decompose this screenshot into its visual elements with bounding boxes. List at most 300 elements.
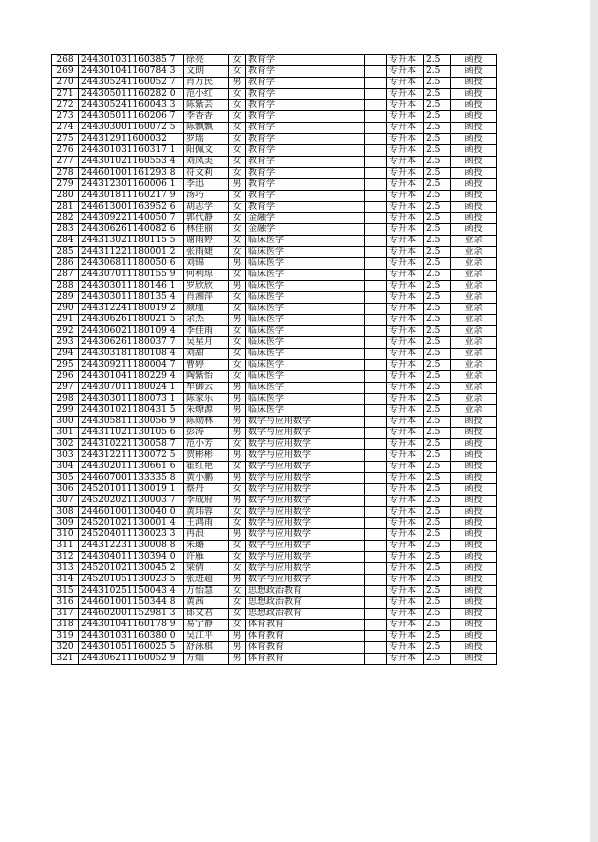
major-cell: 金融学 (246, 213, 365, 224)
level-cell: 专升本 (387, 55, 424, 66)
row-number-cell: 270 (52, 77, 79, 88)
duration-cell: 2.5 (424, 653, 451, 664)
level-cell: 专升本 (387, 348, 424, 359)
gender-cell: 女 (229, 66, 246, 77)
student-name-cell: 刘凤美 (184, 156, 229, 167)
study-mode-cell: 函授 (451, 653, 497, 664)
duration-cell: 2.5 (424, 100, 451, 111)
major-cell: 金融学 (246, 224, 365, 235)
student-name-cell: 陈勋林 (184, 416, 229, 427)
blank-cell (365, 484, 387, 495)
exam-number-cell: 244309221140050 7 (79, 213, 184, 224)
student-name-cell: 文朗 (184, 66, 229, 77)
student-name-cell: 万怡慧 (184, 585, 229, 596)
level-cell: 专升本 (387, 303, 424, 314)
row-number-cell: 282 (52, 213, 79, 224)
exam-number-cell: 245201011130019 1 (79, 484, 184, 495)
table-row (52, 292, 497, 303)
duration-cell: 2.5 (424, 495, 451, 506)
major-cell: 数学与应用数学 (246, 574, 365, 585)
student-name-cell: 李成府 (184, 495, 229, 506)
student-name-cell: 肖湘萍 (184, 292, 229, 303)
gender-cell: 男 (229, 77, 246, 88)
study-mode-cell: 函授 (451, 167, 497, 178)
major-cell: 数学与应用数学 (246, 540, 365, 551)
student-name-cell: 何利琼 (184, 269, 229, 280)
exam-number-cell: 244305241160052 7 (79, 77, 184, 88)
blank-cell (365, 156, 387, 167)
exam-number-cell: 244306211160052 9 (79, 653, 184, 664)
study-mode-cell: 函授 (451, 439, 497, 450)
major-cell: 临床医学 (246, 292, 365, 303)
student-name-cell: 梁倩 (184, 563, 229, 574)
gender-cell: 女 (229, 337, 246, 348)
table-row (52, 337, 497, 348)
study-mode-cell: 函授 (451, 574, 497, 585)
level-cell: 专升本 (387, 100, 424, 111)
gender-cell: 女 (229, 100, 246, 111)
exam-number-cell: 244306261140082 6 (79, 224, 184, 235)
row-number-cell: 283 (52, 224, 79, 235)
major-cell: 思想政治教育 (246, 608, 365, 619)
blank-cell (365, 167, 387, 178)
gender-cell: 女 (229, 552, 246, 563)
duration-cell: 2.5 (424, 134, 451, 145)
blank-cell (365, 472, 387, 483)
major-cell: 数学与应用数学 (246, 552, 365, 563)
blank-cell (365, 247, 387, 258)
major-cell: 教育学 (246, 167, 365, 178)
level-cell: 专升本 (387, 326, 424, 337)
table-row (52, 179, 497, 190)
level-cell: 专升本 (387, 653, 424, 664)
row-number-cell: 274 (52, 122, 79, 133)
duration-cell: 2.5 (424, 585, 451, 596)
duration-cell: 2.5 (424, 179, 451, 190)
duration-cell: 2.5 (424, 348, 451, 359)
student-name-cell: 李香香 (184, 111, 229, 122)
gender-cell: 女 (229, 518, 246, 529)
level-cell: 专升本 (387, 382, 424, 393)
level-cell: 专升本 (387, 292, 424, 303)
major-cell: 临床医学 (246, 360, 365, 371)
row-number-cell: 312 (52, 552, 79, 563)
major-cell: 体育教育 (246, 653, 365, 664)
exam-number-cell: 244312241180019 2 (79, 303, 184, 314)
level-cell: 专升本 (387, 631, 424, 642)
row-number-cell: 286 (52, 258, 79, 269)
study-mode-cell: 业余 (451, 235, 497, 246)
gender-cell: 男 (229, 574, 246, 585)
blank-cell (365, 642, 387, 653)
level-cell: 专升本 (387, 258, 424, 269)
table-row (52, 269, 497, 280)
study-mode-cell: 业余 (451, 348, 497, 359)
blank-cell (365, 495, 387, 506)
study-mode-cell: 业余 (451, 303, 497, 314)
duration-cell: 2.5 (424, 292, 451, 303)
study-mode-cell: 函授 (451, 597, 497, 608)
gender-cell: 男 (229, 416, 246, 427)
study-mode-cell: 函授 (451, 608, 497, 619)
major-cell: 数学与应用数学 (246, 518, 365, 529)
gender-cell: 女 (229, 269, 246, 280)
blank-cell (365, 235, 387, 246)
study-mode-cell: 函授 (451, 540, 497, 551)
study-mode-cell: 函授 (451, 472, 497, 483)
student-name-cell: 余杰 (184, 314, 229, 325)
table-row (52, 360, 497, 371)
exam-number-cell: 244601001161293 8 (79, 167, 184, 178)
row-number-cell: 268 (52, 55, 79, 66)
row-number-cell: 279 (52, 179, 79, 190)
table-row (52, 552, 497, 563)
exam-number-cell: 244312231130008 8 (79, 540, 184, 551)
student-name-cell: 郭代静 (184, 213, 229, 224)
row-number-cell: 291 (52, 314, 79, 325)
exam-number-cell: 244301021180431 5 (79, 405, 184, 416)
study-mode-cell: 函授 (451, 201, 497, 212)
level-cell: 专升本 (387, 495, 424, 506)
exam-number-cell: 244305011160206 7 (79, 111, 184, 122)
student-name-cell: 林佳丽 (184, 224, 229, 235)
row-number-cell: 319 (52, 631, 79, 642)
study-mode-cell: 函授 (451, 585, 497, 596)
exam-number-cell: 244306021180109 4 (79, 326, 184, 337)
level-cell: 专升本 (387, 518, 424, 529)
study-mode-cell: 业余 (451, 371, 497, 382)
student-name-cell: 汤巧 (184, 190, 229, 201)
row-number-cell: 275 (52, 134, 79, 145)
exam-number-cell: 244312301160006 1 (79, 179, 184, 190)
table-row (52, 156, 497, 167)
student-name-cell: 黄小鹏 (184, 472, 229, 483)
gender-cell: 女 (229, 213, 246, 224)
student-name-cell: 胡志学 (184, 201, 229, 212)
table-row (52, 439, 497, 450)
blank-cell (365, 450, 387, 461)
gender-cell: 女 (229, 167, 246, 178)
major-cell: 教育学 (246, 100, 365, 111)
study-mode-cell: 函授 (451, 179, 497, 190)
student-name-cell: 许雁 (184, 552, 229, 563)
level-cell: 专升本 (387, 337, 424, 348)
table-row (52, 66, 497, 77)
major-cell: 数学与应用数学 (246, 439, 365, 450)
level-cell: 专升本 (387, 213, 424, 224)
major-cell: 临床医学 (246, 258, 365, 269)
exam-number-cell: 244601001150344 8 (79, 597, 184, 608)
blank-cell (365, 145, 387, 156)
major-cell: 数学与应用数学 (246, 472, 365, 483)
study-mode-cell: 函授 (451, 495, 497, 506)
blank-cell (365, 111, 387, 122)
table-row (52, 190, 497, 201)
row-number-cell: 308 (52, 506, 79, 517)
blank-cell (365, 55, 387, 66)
student-name-cell: 黄玮蓉 (184, 506, 229, 517)
gender-cell: 男 (229, 450, 246, 461)
level-cell: 专升本 (387, 280, 424, 291)
level-cell: 专升本 (387, 427, 424, 438)
row-number-cell: 315 (52, 585, 79, 596)
student-name-cell: 范小芳 (184, 439, 229, 450)
level-cell: 专升本 (387, 450, 424, 461)
table-row (52, 540, 497, 551)
duration-cell: 2.5 (424, 303, 451, 314)
exam-number-cell: 244313021180115 5 (79, 235, 184, 246)
table-row (52, 563, 497, 574)
exam-number-cell: 244305011160282 0 (79, 88, 184, 99)
gender-cell: 男 (229, 529, 246, 540)
exam-number-cell: 244303011180146 1 (79, 280, 184, 291)
duration-cell: 2.5 (424, 55, 451, 66)
study-mode-cell: 业余 (451, 280, 497, 291)
duration-cell: 2.5 (424, 190, 451, 201)
major-cell: 教育学 (246, 179, 365, 190)
exam-number-cell: 244312911600032 (79, 134, 184, 145)
row-number-cell: 280 (52, 190, 79, 201)
row-number-cell: 303 (52, 450, 79, 461)
student-name-cell: 李迅 (184, 179, 229, 190)
gender-cell: 男 (229, 653, 246, 664)
exam-number-cell: 244302011130661 6 (79, 461, 184, 472)
level-cell: 专升本 (387, 224, 424, 235)
student-name-cell: 陈紫芸 (184, 100, 229, 111)
blank-cell (365, 585, 387, 596)
row-number-cell: 307 (52, 495, 79, 506)
study-mode-cell: 业余 (451, 337, 497, 348)
row-number-cell: 310 (52, 529, 79, 540)
student-name-cell: 贺彬彬 (184, 450, 229, 461)
row-number-cell: 309 (52, 518, 79, 529)
major-cell: 教育学 (246, 156, 365, 167)
duration-cell: 2.5 (424, 88, 451, 99)
blank-cell (365, 461, 387, 472)
row-number-cell: 300 (52, 416, 79, 427)
level-cell: 专升本 (387, 134, 424, 145)
table-row (52, 529, 497, 540)
table-row (52, 303, 497, 314)
gender-cell: 男 (229, 427, 246, 438)
study-mode-cell: 函授 (451, 156, 497, 167)
exam-number-cell: 244309211180004 7 (79, 360, 184, 371)
student-name-cell: 刘锦 (184, 258, 229, 269)
table-row (52, 597, 497, 608)
table-row (52, 642, 497, 653)
student-name-cell: 张进超 (184, 574, 229, 585)
student-name-cell: 曹婷 (184, 360, 229, 371)
major-cell: 临床医学 (246, 303, 365, 314)
blank-cell (365, 563, 387, 574)
blank-cell (365, 269, 387, 280)
vertical-scrollbar[interactable] (590, 0, 598, 842)
duration-cell: 2.5 (424, 608, 451, 619)
blank-cell (365, 360, 387, 371)
major-cell: 教育学 (246, 201, 365, 212)
duration-cell: 2.5 (424, 326, 451, 337)
blank-cell (365, 506, 387, 517)
blank-cell (365, 179, 387, 190)
gender-cell: 女 (229, 292, 246, 303)
duration-cell: 2.5 (424, 371, 451, 382)
exam-number-cell: 245201051130023 5 (79, 574, 184, 585)
student-name-cell: 吴星月 (184, 337, 229, 348)
student-name-cell: 易宁静 (184, 619, 229, 630)
row-number-cell: 297 (52, 382, 79, 393)
study-mode-cell: 函授 (451, 631, 497, 642)
level-cell: 专升本 (387, 529, 424, 540)
study-mode-cell: 函授 (451, 213, 497, 224)
major-cell: 数学与应用数学 (246, 461, 365, 472)
study-mode-cell: 业余 (451, 405, 497, 416)
level-cell: 专升本 (387, 269, 424, 280)
blank-cell (365, 393, 387, 404)
table-row (52, 495, 497, 506)
table-row (52, 258, 497, 269)
gender-cell: 女 (229, 88, 246, 99)
duration-cell: 2.5 (424, 66, 451, 77)
row-number-cell: 284 (52, 235, 79, 246)
table-row (52, 393, 497, 404)
table-row (52, 506, 497, 517)
student-name-cell: 罗瑶 (184, 134, 229, 145)
duration-cell: 2.5 (424, 156, 451, 167)
level-cell: 专升本 (387, 190, 424, 201)
table-row (52, 484, 497, 495)
blank-cell (365, 292, 387, 303)
major-cell: 体育教育 (246, 619, 365, 630)
study-mode-cell: 函授 (451, 66, 497, 77)
level-cell: 专升本 (387, 167, 424, 178)
blank-cell (365, 631, 387, 642)
major-cell: 临床医学 (246, 280, 365, 291)
gender-cell: 女 (229, 247, 246, 258)
study-mode-cell: 函授 (451, 552, 497, 563)
table-row (52, 585, 497, 596)
row-number-cell: 269 (52, 66, 79, 77)
duration-cell: 2.5 (424, 484, 451, 495)
level-cell: 专升本 (387, 111, 424, 122)
gender-cell: 男 (229, 280, 246, 291)
exam-number-cell: 244310251150043 4 (79, 585, 184, 596)
blank-cell (365, 224, 387, 235)
gender-cell: 女 (229, 608, 246, 619)
study-mode-cell: 函授 (451, 450, 497, 461)
major-cell: 数学与应用数学 (246, 529, 365, 540)
exam-number-cell: 244310221130058 7 (79, 439, 184, 450)
exam-number-cell: 245202021130003 7 (79, 495, 184, 506)
gender-cell: 女 (229, 326, 246, 337)
duration-cell: 2.5 (424, 631, 451, 642)
study-mode-cell: 函授 (451, 416, 497, 427)
duration-cell: 2.5 (424, 224, 451, 235)
gender-cell: 女 (229, 563, 246, 574)
blank-cell (365, 77, 387, 88)
exam-number-cell: 244306811180050 6 (79, 258, 184, 269)
exam-number-cell: 244303001160072 5 (79, 122, 184, 133)
row-number-cell: 317 (52, 608, 79, 619)
level-cell: 专升本 (387, 439, 424, 450)
exam-number-cell: 245204011130023 3 (79, 529, 184, 540)
student-name-cell: 方灿 (184, 653, 229, 664)
duration-cell: 2.5 (424, 552, 451, 563)
row-number-cell: 306 (52, 484, 79, 495)
gender-cell: 女 (229, 540, 246, 551)
gender-cell: 女 (229, 360, 246, 371)
duration-cell: 2.5 (424, 258, 451, 269)
table-row (52, 472, 497, 483)
level-cell: 专升本 (387, 235, 424, 246)
exam-number-cell: 244301031160380 0 (79, 631, 184, 642)
gender-cell: 女 (229, 597, 246, 608)
study-mode-cell: 业余 (451, 269, 497, 280)
level-cell: 专升本 (387, 574, 424, 585)
major-cell: 临床医学 (246, 235, 365, 246)
duration-cell: 2.5 (424, 540, 451, 551)
duration-cell: 2.5 (424, 247, 451, 258)
table-row (52, 55, 497, 66)
row-number-cell: 285 (52, 247, 79, 258)
duration-cell: 2.5 (424, 145, 451, 156)
student-name-cell: 肖万民 (184, 77, 229, 88)
table-row (52, 405, 497, 416)
gender-cell: 男 (229, 472, 246, 483)
row-number-cell: 271 (52, 88, 79, 99)
study-mode-cell: 函授 (451, 77, 497, 88)
duration-cell: 2.5 (424, 269, 451, 280)
table-row (52, 382, 497, 393)
exam-number-cell: 244304011130394 0 (79, 552, 184, 563)
level-cell: 专升本 (387, 314, 424, 325)
major-cell: 数学与应用数学 (246, 495, 365, 506)
row-number-cell: 288 (52, 280, 79, 291)
exam-number-cell: 244601001130040 0 (79, 506, 184, 517)
gender-cell: 女 (229, 439, 246, 450)
study-mode-cell: 业余 (451, 247, 497, 258)
major-cell: 教育学 (246, 190, 365, 201)
student-name-cell: 徐亮 (184, 55, 229, 66)
duration-cell: 2.5 (424, 518, 451, 529)
duration-cell: 2.5 (424, 314, 451, 325)
study-mode-cell: 业余 (451, 382, 497, 393)
study-mode-cell: 函授 (451, 111, 497, 122)
student-name-cell: 郎文君 (184, 608, 229, 619)
table-row (52, 450, 497, 461)
gender-cell: 男 (229, 393, 246, 404)
study-mode-cell: 业余 (451, 314, 497, 325)
row-number-cell: 299 (52, 405, 79, 416)
duration-cell: 2.5 (424, 77, 451, 88)
duration-cell: 2.5 (424, 439, 451, 450)
blank-cell (365, 337, 387, 348)
exam-number-cell: 244305811130056 9 (79, 416, 184, 427)
blank-cell (365, 416, 387, 427)
student-name-cell: 黄茜 (184, 597, 229, 608)
gender-cell: 女 (229, 235, 246, 246)
duration-cell: 2.5 (424, 461, 451, 472)
exam-number-cell: 244301021160553 4 (79, 156, 184, 167)
gender-cell: 女 (229, 122, 246, 133)
major-cell: 临床医学 (246, 337, 365, 348)
study-mode-cell: 函授 (451, 506, 497, 517)
exam-number-cell: 244613001163952 6 (79, 201, 184, 212)
row-number-cell: 295 (52, 360, 79, 371)
student-name-cell: 朱璐 (184, 540, 229, 551)
table-row (52, 235, 497, 246)
table-row (52, 145, 497, 156)
blank-cell (365, 552, 387, 563)
